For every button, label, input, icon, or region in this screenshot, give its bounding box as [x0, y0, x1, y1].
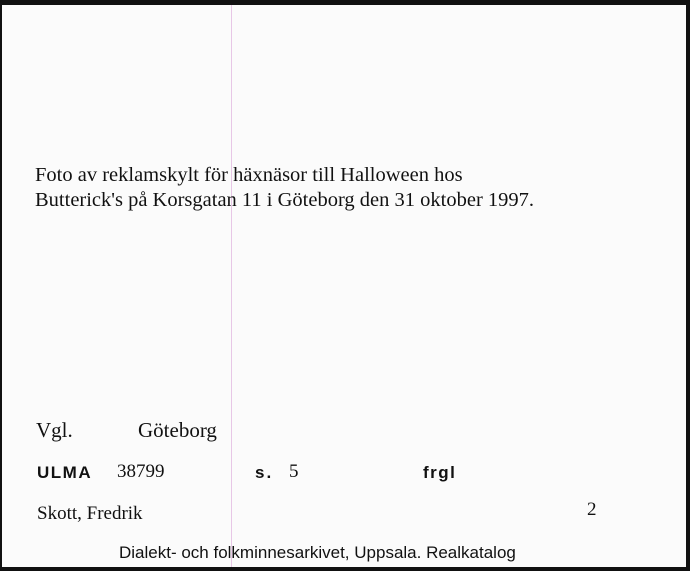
archive-footer: Dialekt- och folkminnesarkivet, Uppsala. Realkatalog: [119, 543, 516, 562]
description: [35, 163, 534, 213]
fold-line: [231, 5, 232, 571]
ulma-number: 38799: [117, 461, 165, 482]
ulma-label: ULMA: [37, 463, 93, 482]
description-line-1: Foto av reklamskylt för häxnäsor till Halloween hos: [35, 164, 463, 186]
collector-name: Skott, Fredrik: [37, 503, 143, 524]
category-code: frgl: [423, 463, 457, 482]
vgl-label: Vgl.: [36, 418, 73, 442]
page-label: s.: [255, 463, 274, 482]
description-line-2: Butterick's på Korsgatan 11 i Göteborg den 31 oktober 1997.: [35, 189, 535, 211]
card-number: 2: [587, 499, 597, 520]
vgl-place: Göteborg: [138, 418, 217, 442]
page-number: 5: [289, 461, 299, 482]
